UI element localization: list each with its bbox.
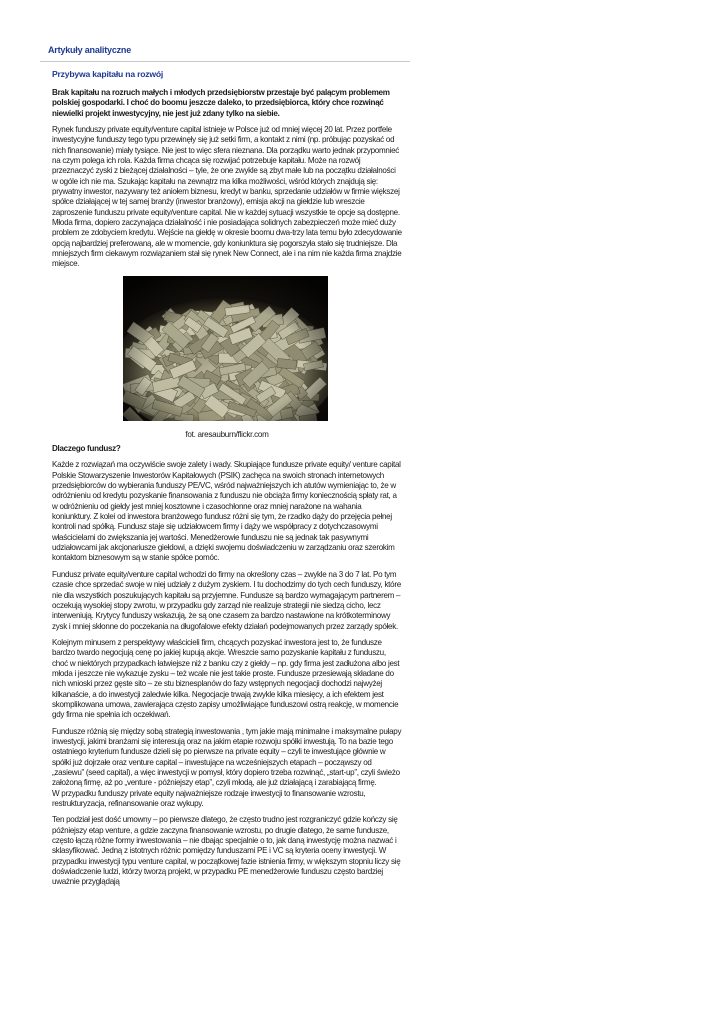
paragraph-3: Fundusz private equity/venture capital wchodzi do firmy na określony czas – zwykle na 3 do 7 lat. Po tym czasie chce sprzedać swoje w niej udziały z dużym zyskiem. I tu dochodzimy do tych cech funduszy, które nie dla wszystkich poszukujących kapitału są przyjemne. Fundusze są bardzo wymagającym partnerem – oczekują wysokiej stopy zwrotu, w przypadku gdy zarząd nie realizuje strategii nie siedzą cicho, lecz interweniują. Krytycy funduszy wskazują, że są one czasem za bardzo nastawione na krótkoterminowy zysk i mniej skłonne do poczekania na długofalowe efekty działań podejmowanych przez zarządy spółek. [52, 569, 401, 631]
paragraph-6: Ten podział jest dość umowny – po pierwsze dlatego, że często trudno jest rozgraniczyć gdzie kończy się późniejszy etap venture, a gdzie zaczyna finansowanie wzrostu, po drugie dlatego, że same fundusze, często łączą różne formy inwestowania – nie dbając specjalnie o to, jak daną inwestycję można nazwać i sklasyfikować. Jedną z istotnych różnic pomiędzy funduszami PE i VC są kryteria oceny inwestycji. W przypadku inwestycji typu venture capital, w początkowej fazie istnienia firmy, w większym stopniu liczy się doświadczenie ludzi, którzy tworzą projekt, w przypadku PE menedżerowie funduszu często bardziej uważnie przyglądają [52, 815, 401, 887]
divider [40, 61, 410, 62]
photo-caption: fot. aresauburn/flickr.com [185, 429, 269, 439]
money-photo-image [123, 276, 328, 421]
paragraph-4: Kolejnym minusem z perspektywy właścicieli firm, chcących pozyskać inwestora jest to, że fundusze bardzo twardo negocjują cenę po jakiej kupują akcje. Wreszcie samo pozyskanie kapitału z funduszu, choć w niektórych przypadkach łatwiejsze niż z banku czy z giełdy – np. gdy firma jest zadłużona albo jest młoda i jeszcze nie wykazuje zysku – też wcale nie jest takie proste. Fundusze przesiewają składane do nich wnioski przez gęste sito – ze stu biznesplanów do fazy wstępnych negocjacji dochodzi najwyżej kilkanaście, a do inwestycji zaledwie kilka. Negocjacje trwają zwykle kilka miesięcy, a ich efektem jest skomplikowana umowa, zawierająca często zapisy umożliwiające funduszowi ostrą reakcję, w momencie gdy firma nie spełnia ich oczekiwań. [52, 637, 400, 720]
article-lead: Brak kapitału na rozruch małych i młodych przedsiębiorstw przestaje być palącym problemem polskiej gospodarki. I choć do boomu jeszcze daleko, to przedsiębiorca, który chce rozwinąć niewielki projekt inwestycyjny, nie jest już zdany tylko na siebie. [52, 88, 390, 118]
paragraph-1: Rynek funduszy private equity/venture capital istnieje w Polsce już od mniej więcej 20 lat. Przez portfele inwestycyjne funduszy tego typu przewinęły się już setki firm, a kontakt z nimi (np. próbując pozyskać od nich finansowanie) miały tysiące. Nie jest to więc sfera nieznana. Dla porządku warto jednak przypomnieć na czym polega ich rola. Każda firma chcąca się rozwijać potrzebuje kapitału. Może na rozwój przeznaczyć zyski z bieżącej działalności – tyle, że one zwykle są zbyt małe lub na początku działalności w ogóle ich nie ma. Szukając kapitału na zewnątrz ma kilka możliwości, wśród których znajdują się: prywatny inwestor, nazywany też aniołem biznesu, kredyt w banku, sprzedanie udziałów w firmie większej spółce działającej w tej samej branży (inwestor branżowy), emisja akcji na giełdzie lub wreszcie zaproszenie funduszu private equity/venture capital. Nie w każdej sytuacji wszystkie te opcje są dostępne. Młoda firma, dopiero zaczynająca działalność i nie posiadająca solidnych zabezpieczeń może mieć duży problem ze zdobyciem kredytu. Wejście na giełdę w okresie boomu dwa-trzy lata temu było zdecydowanie opcją najbardziej preferowaną, ale w momencie, gdy koniunktura się pogorszyła stało się trudniejsze. Dla mniejszych firm ciekawym rozwiązaniem stał się rynek New Connect, ale i na nim nie każda firma znajdzie miejsce. [52, 124, 402, 269]
subheading: Dlaczego fundusz? [52, 444, 121, 454]
section-label: Artykuły analityczne [48, 45, 132, 55]
paragraph-2: Każde z rozwiązań ma oczywiście swoje zalety i wady. Skupiające fundusze private equity/ venture capital Polskie Stowarzyszenie Inwestorów Kapitałowych (PSIK) zachęca na swoich stronach internetowych przedsiębiorców do wybierania funduszy PE/VC, wśród najważniejszych ich atutów wymieniając to, że w odróżnieniu od kredytu pozyskanie finansowania z funduszu nie obciąża firmy koniecznością spłaty rat, a w odróżnieniu od giełdy jest mniej kosztowne i czasochłonne oraz mniej narażone na wahania koniunktury. Z kolei od inwestora branżowego fundusz różni się tym, że rzadko dąży do przejęcia pełnej kontroli nad spółką. Fundusz staje się udziałowcem firmy i dąży we współpracy z dotychczasowymi właścicielami do zwiększania jej wartości. Menedżerowie funduszu nie są jednak tak pasywnymi udziałowcami jak akcjonariusze giełdowi, a dzięki swojemu doświadczeniu w zarządzaniu oraz szerokim kontaktom biznesowym są w stanie spółce pomóc. [52, 460, 401, 563]
article-title: Przybywa kapitału na rozwój [52, 69, 164, 79]
paragraph-5b: W przypadku funduszy private equity najważniejsze rodzaje inwestycji to finansowanie wzrostu, restrukturyzacja, refinansowanie oraz wykupy. [52, 788, 366, 809]
article-body [52, 88, 402, 894]
money-photo [123, 276, 328, 421]
paragraph-5: Fundusze różnią się między sobą strategią inwestowania , tym jakie mają minimalne i maksymalne pułapy inwestycji, jakimi branżami się interesują oraz na jakim etapie rozwoju spółki inwestują. To na bazie tego ostatniego kryterium fundusze dzieli się po pierwsze na private equity – czyli te inwestujące głównie w spółki już dojrzałe oraz venture capital – inwestujące na wcześniejszych etapach – począwszy od „zasiewu” (seed capital), a więc inwestycji w pomysł, który dopiero trzeba rozwinąć, „start-up”, czyli świeżo założoną firmę, aż po „venture - późniejszy etap”, czyli młodą, ale już działającą i zarabiającą firmę. [52, 726, 402, 788]
